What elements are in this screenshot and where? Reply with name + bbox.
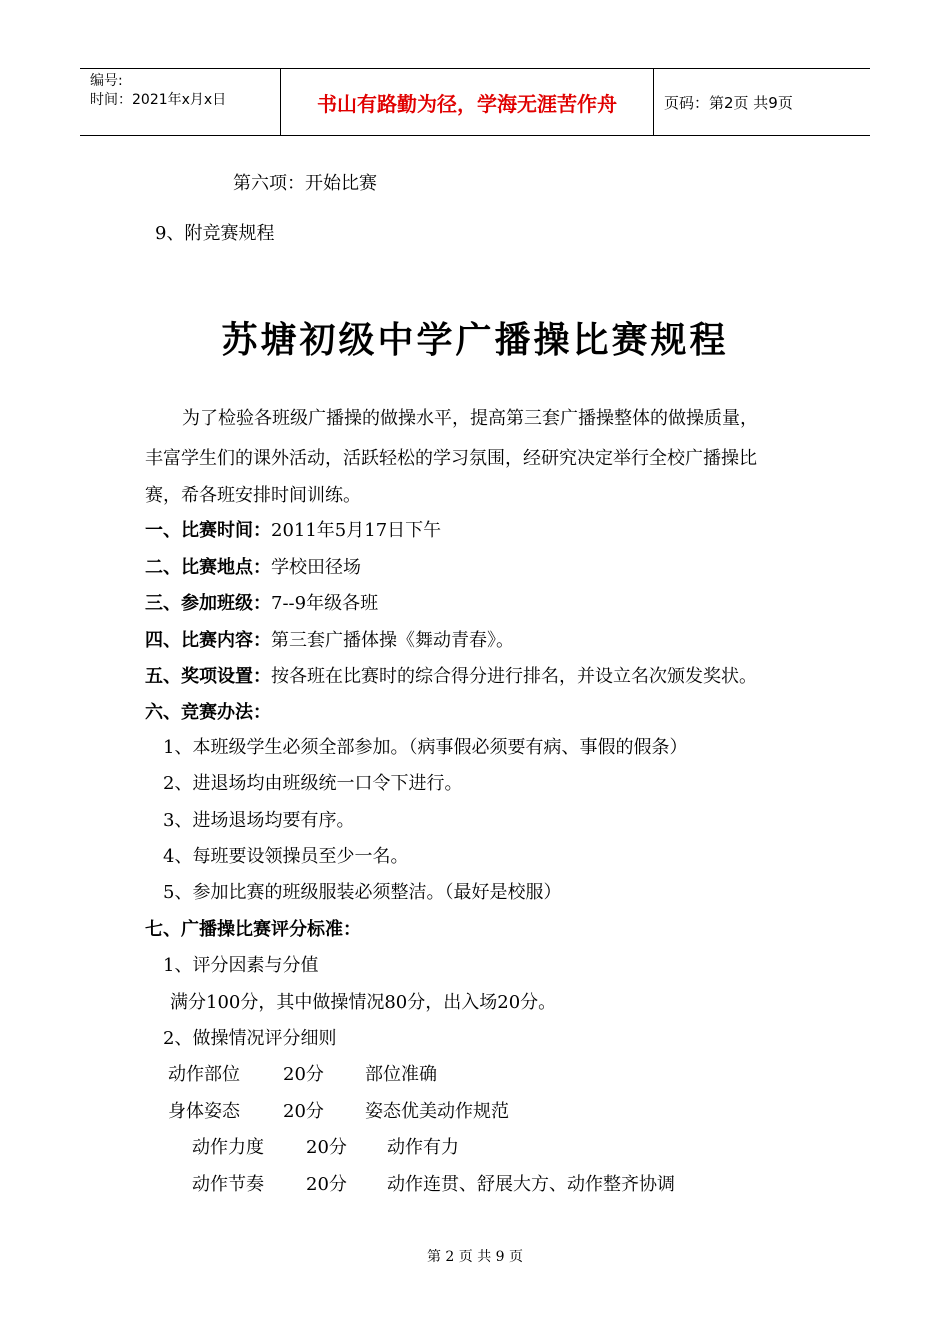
score-points: 20分 <box>306 1137 347 1158</box>
number-label: 编号: <box>90 73 123 89</box>
score-points: 20分 <box>283 1064 324 1085</box>
section-time <box>145 519 441 543</box>
section-value: 按各班在比赛时的综合得分进行排名，并设立名次颁发奖状。 <box>271 666 757 687</box>
score-item: 动作节奏 <box>192 1174 264 1195</box>
score-points: 20分 <box>306 1174 347 1195</box>
scoring-sub-2: 2、做操情况评分细则 <box>163 1028 337 1049</box>
section-scoring: 七、广播操比赛评分标准： <box>145 919 361 940</box>
page-footer: 第 2 页 共 9 页 <box>426 1249 524 1265</box>
rule-2: 2、进退场均由班级统一口令下进行。 <box>163 773 463 794</box>
scoring-sub-1: 1、评分因素与分值 <box>163 955 319 976</box>
intro-line-1: 为了检验各班级广播操的做操水平，提高第三套广播操整体的做操质量， <box>182 408 758 429</box>
score-desc: 动作有力 <box>387 1137 459 1158</box>
score-item: 动作部位 <box>168 1064 240 1085</box>
section-awards <box>145 665 757 689</box>
section-value: 2011年5月17日下午 <box>271 520 442 541</box>
header-page-info: 页码：第2页 共9页 <box>664 93 793 112</box>
item-9-line: 9、附竞赛规程 <box>155 223 275 244</box>
score-item: 身体姿态 <box>168 1101 240 1122</box>
scoring-sub-1-text: 满分100分，其中做操情况80分，出入场20分。 <box>170 992 557 1013</box>
header-motto: 书山有路勤为径，学海无涯苦作舟 <box>281 69 654 135</box>
section-methods <box>145 701 271 725</box>
score-desc: 部位准确 <box>365 1064 437 1085</box>
section-content <box>145 629 514 653</box>
time-label: 时间：2021年x月x日 <box>90 92 227 108</box>
rule-5: 5、参加比赛的班级服装必须整洁。（最好是校服） <box>163 882 562 903</box>
intro-line-3: 赛，希各班安排时间训练。 <box>145 485 361 506</box>
section-label: 五、奖项设置： <box>145 666 271 687</box>
rule-1: 1、本班级学生必须全部参加。（病事假必须要有病、事假的假条） <box>163 737 688 758</box>
section-label: 四、比赛内容： <box>145 630 271 651</box>
section-location <box>145 556 361 580</box>
page-header <box>80 68 870 136</box>
document-title: 苏塘初级中学广播操比赛规程 <box>221 319 729 361</box>
section-label: 二、比赛地点： <box>145 557 271 578</box>
rule-4: 4、每班要设领操员至少一名。 <box>163 846 409 867</box>
section-value: 学校田径场 <box>271 557 361 578</box>
header-left-cell <box>80 69 281 135</box>
item-6-line: 第六项：开始比赛 <box>233 173 377 194</box>
score-desc: 姿态优美动作规范 <box>365 1101 509 1122</box>
intro-line-2: 丰富学生们的课外活动，活跃轻松的学习氛围，经研究决定举行全校广播操比 <box>145 448 757 469</box>
score-points: 20分 <box>283 1101 324 1122</box>
score-desc: 动作连贯、舒展大方、动作整齐协调 <box>387 1174 675 1195</box>
score-item: 动作力度 <box>192 1137 264 1158</box>
section-label: 六、竞赛办法： <box>145 702 271 723</box>
section-label: 三、参加班级： <box>145 593 271 614</box>
section-label: 一、比赛时间： <box>145 520 271 541</box>
rule-3: 3、进场退场均要有序。 <box>163 810 355 831</box>
section-value: 7--9年级各班 <box>271 593 379 614</box>
section-value: 第三套广播体操《舞动青春》。 <box>271 630 514 651</box>
section-classes <box>145 592 378 616</box>
